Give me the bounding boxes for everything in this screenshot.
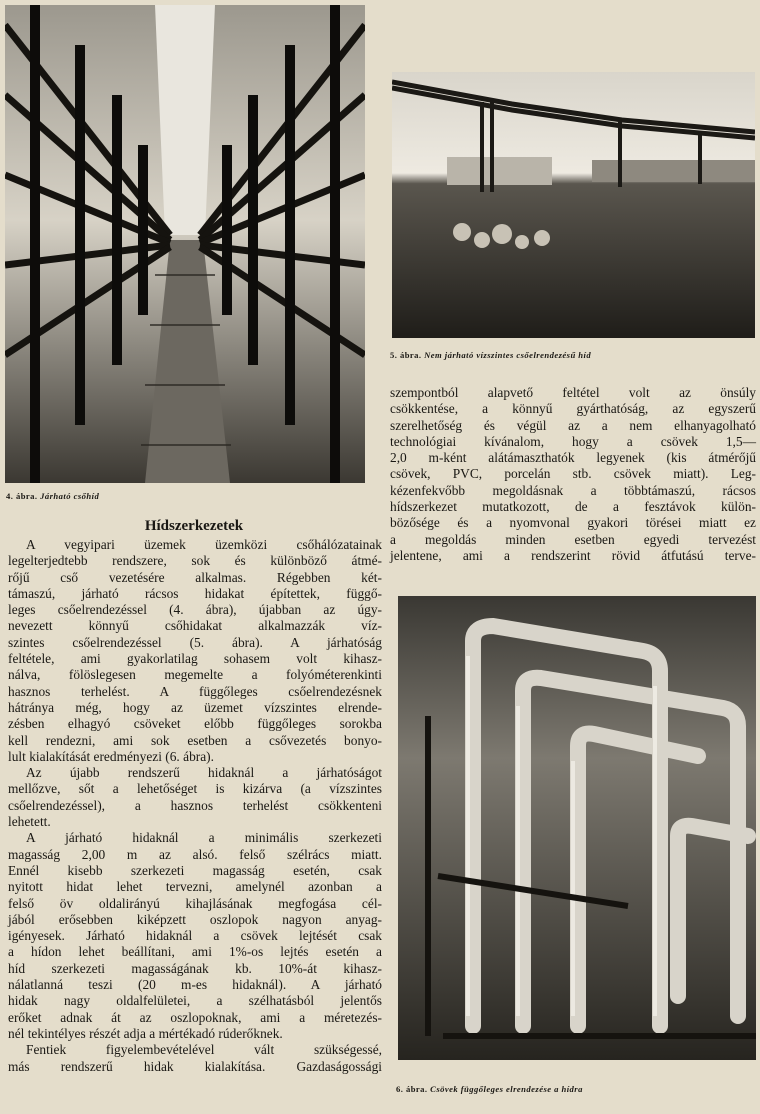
figure-6-number: 6. ábra. [396,1084,428,1094]
figure-4-number: 4. ábra. [6,491,38,501]
figure-5-number: 5. ábra. [390,350,422,360]
section-heading: Hídszerkezetek [144,518,244,534]
paragraph-3: A járható hidaknál a minimális szerkezeti magasság 2,00 m az alsó. felső szélrács miatt. Ennél kisebb szerkezeti magasság esetén, csak nyitott hidat lehet tervezni, amelynél azonban a felső öv oldalirányú kihajlásának megfogása cél- jából erősebben kiképzett oszlopok nagyon anyag- igényesek. Járható hidaknál a csövek lejtését csak a hídon lehet beállítani, ami 1%-os lejtés esetén a híd szerkezeti magasságának kb. 10%-át kihasz- nálatlanná teszi (20 m-es hidaknál). A járható hidak nagy oldalfelületei, a szélhatásból jelentős erőket adnak át az oszlopoknak, ami a méretezés- nél tekintélyes részét adja a mértékadó rúderőknek. [8,830,382,1041]
paragraph-5: szempontból alapvető feltétel volt az önsúly csökkentése, a könnyű gyárthatóság, az egyszerű szerelhetőség és végül az a nem elhanyagolható technológiai kívánalom, hogy a csövek 1,5— 2,0 m-ként alátámaszthatók legyenek (kis átmérőjű csövek, PVC, porcelán stb. csövek miatt). Leg- kézenfekvőbb megoldásnak a többtámaszú, rácsos hídszerkezet mutatkozott, de a fesztávok külön- bözősége és a nyomvonal gyakori törései miatt ez a megoldás minden esetben egyedi tervezést jelentene, ami a rendszerint rövid átfutású terve- [390,385,756,563]
figure-5-title: Nem járható vízszintes csőelrendezésű híd [424,350,592,360]
right-column [390,385,756,564]
figure-4-caption [6,491,99,501]
figure-5-caption [390,350,591,360]
figure-6-photo [398,596,756,1060]
figure-4-photo [5,5,365,483]
paragraph-1: A vegyipari üzemek üzemközi csőhálózatainak legelterjedtebb rendszere, sok és különböző átmé- rőjű cső vezetésére alkalmas. Régebben két- támaszú, járható rácsos hidakat építettek, függő- leges csőelrendezéssel (4. ábra), újabban az úgy- nevezett könnyű csőhidakat alkalmazzák víz- szintes csőelrendezéssel (5. ábra). A járhatóság feltétele, ami gyakorlatilag sohasem volt kihasz- nálva, fölöslegesen megemelte a folyóméterenkinti hasznos terhelést. A függőleges csőelrendezésnek hátránya még, hogy az üzemet vízszintes elrende- zésben elhagyó csöveket előbb függőleges sorokba kell rendezni, ami sok esetben a csővezetés bonyo- lult kialakítását eredményezi (6. ábra). [8,537,382,764]
figure-6-caption [396,1084,583,1094]
paragraph-2: Az újabb rendszerű hidaknál a járhatóságot mellőzve, sőt a lehetőséget is kizárva (a vízszintes csőelrendezéssel), a hasznos terhelést csökkenteni lehetett. [8,765,382,830]
figure-6-title: Csövek függőleges elrendezése a hídra [430,1084,583,1094]
left-column [8,537,382,1075]
paragraph-4: Fentiek figyelembevételével vált szükségessé, más rendszerű hidak kialakítása. Gazdaságossági [8,1042,382,1074]
figure-4-title: Járható csőhíd [40,491,100,501]
figure-5-photo [392,72,755,338]
